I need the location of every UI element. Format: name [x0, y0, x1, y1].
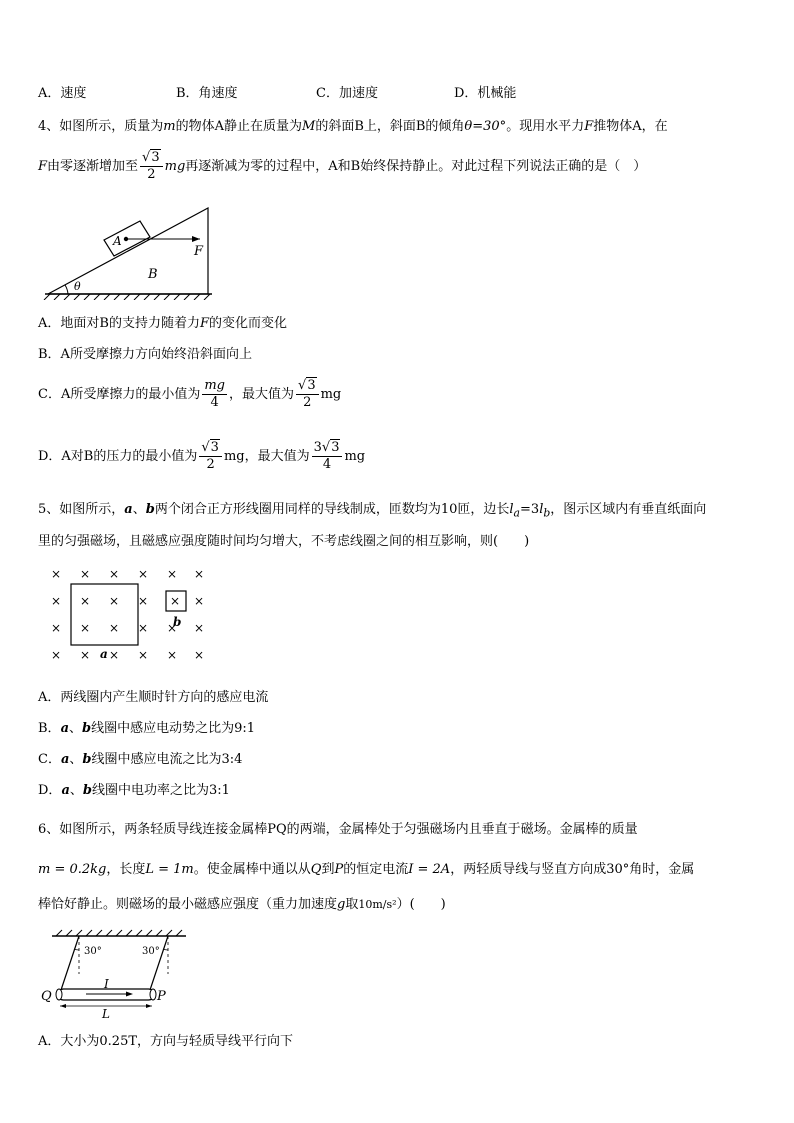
q5-option-b: B．a、b线圈中感应电动势之比为9:1 [38, 721, 256, 736]
label-a: a [100, 647, 108, 661]
field-cross: × [193, 621, 205, 635]
q6-option-a: A．大小为0.25T，方向与轻质导线平行向下 [38, 1034, 294, 1049]
label-P: P [157, 989, 166, 1004]
field-cross: × [137, 648, 149, 662]
field-cross: × [166, 648, 178, 662]
field-cross: × [50, 648, 62, 662]
incline-diagram [40, 200, 220, 300]
angle-right-label: 30° [142, 946, 160, 957]
option-b-prev: B．角速度 [176, 86, 238, 101]
q4-option-b: B．A所受摩擦力方向始终沿斜面向上 [38, 347, 252, 362]
fraction: $\frac{√3}{2}$ [140, 150, 163, 183]
wire-left [61, 936, 79, 990]
q5-option-a: A．两线圈内产生顺时针方向的感应电流 [38, 690, 269, 705]
angle-left-label: 30° [84, 946, 102, 957]
q5-stem-line1: 5、如图所示，a、b两个闭合正方形线圈用同样的导线制成，匝数均为10匝，边长$l_a=3l_b$，图示区域内有垂直纸面向 [38, 502, 707, 520]
field-cross: × [193, 594, 205, 608]
field-cross: × [108, 594, 120, 608]
field-cross: × [50, 621, 62, 635]
label-theta: θ [74, 280, 81, 293]
q4-stem-line1: 4、如图所示，质量为m的物体A静止在质量为M的斜面B上，斜面B的倾角θ=30°。现用水平力F推物体A，在 [38, 119, 668, 134]
field-cross: × [169, 594, 181, 608]
q4-option-c: C．A所受摩擦力的最小值为 $\frac{mg}{4}$ ，最大值为 $\frac{√3}{2}$ mg [38, 378, 342, 410]
field-cross: × [137, 567, 149, 581]
field-cross: × [137, 594, 149, 608]
label-Q: Q [41, 989, 52, 1004]
field-cross: × [50, 567, 62, 581]
option-d-prev: D．机械能 [454, 86, 517, 101]
q4-option-a: A．地面对B的支持力随着力F的变化而变化 [38, 316, 287, 331]
q5-option-d: D．a、b线圈中电功率之比为3:1 [38, 783, 230, 798]
q4-stem-line2: F由零逐渐增加至 $\frac{√3}{2}$ mg再逐渐减为零的过程中，A和B始终保持静止。对此过程下列说法正确的是（ ） [38, 150, 647, 182]
field-cross: × [108, 621, 120, 635]
field-cross: × [79, 567, 91, 581]
field-cross: × [50, 594, 62, 608]
field-cross: × [166, 621, 178, 635]
incline-B [48, 208, 208, 294]
label-F: F [194, 244, 204, 259]
q5-stem-line2: 里的匀强磁场，且磁感应强度随时间均匀增大，不考虑线圈之间的相互影响，则( ) [38, 534, 530, 549]
label-B: B [148, 267, 158, 282]
field-cross: × [79, 621, 91, 635]
q6-stem-line3: 棒恰好静止。则磁场的最小磁感应强度（重力加速度g取10m/s²）( ) [38, 897, 446, 912]
field-cross: × [193, 567, 205, 581]
field-cross: × [193, 648, 205, 662]
q6-stem-line2: m = 0.2kg，长度L = 1m。使金属棒中通以从Q到P的恒定电流I = 2A，两轻质导线与竖直方向成30°角时，金属 [38, 862, 695, 877]
field-cross: × [108, 648, 120, 662]
q4-option-d: D．A对B的压力的最小值为 $\frac{√3}{2}$ mg，最大值为 $\frac{3√3}{4}$ mg [38, 440, 366, 472]
wire-right [150, 936, 168, 990]
field-cross: × [137, 621, 149, 635]
q5-option-c: C．a、b线圈中感应电流之比为3:4 [38, 752, 243, 767]
field-cross: × [79, 594, 91, 608]
field-cross: × [166, 567, 178, 581]
option-c-prev: C．加速度 [316, 86, 378, 101]
field-cross: × [79, 648, 91, 662]
label-I: I [104, 977, 109, 991]
label-b: b [173, 615, 182, 629]
force-arrow [192, 236, 200, 242]
q6-stem-line1: 6、如图所示，两条轻质导线连接金属棒PQ的两端，金属棒处于匀强磁场内且垂直于磁场。金属棒的质量 [38, 822, 638, 837]
field-cross: × [108, 567, 120, 581]
label-A: A [113, 234, 122, 248]
label-L: L [102, 1007, 110, 1018]
current-rod-diagram [38, 926, 198, 1018]
option-a-prev: A．速度 [38, 86, 87, 101]
magnetic-field-diagram [44, 562, 214, 666]
